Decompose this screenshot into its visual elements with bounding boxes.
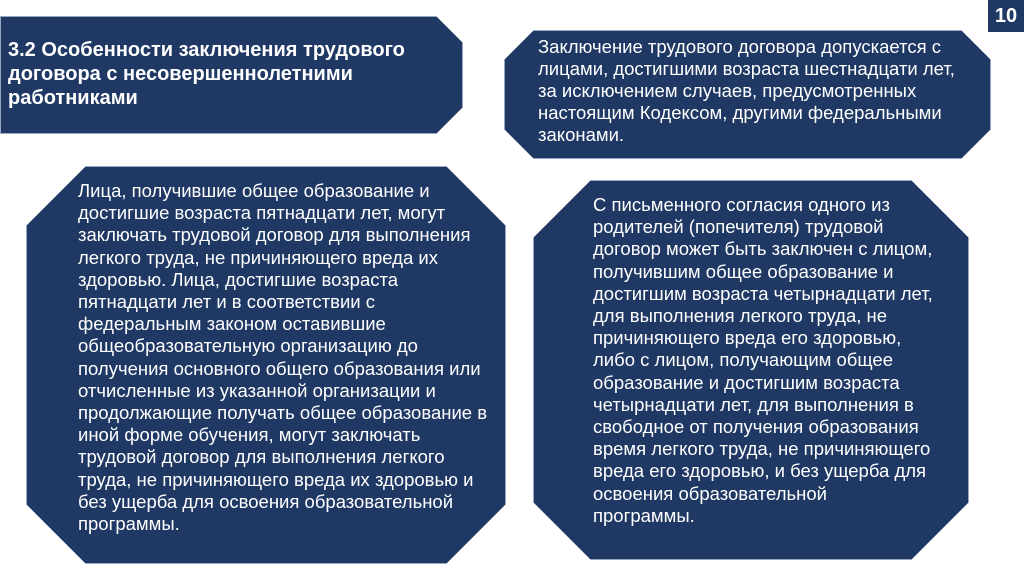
slide-title: 3.2 Особенности заключения трудового договора с несовершеннолетними работниками: [8, 39, 405, 109]
right-text: С письменного согласия одного из родителей (попечителя) трудовой договор может быть заключен с лицом, получившим общее образование и достигшим возраста четырнадцати лет, для выполнения легкого труда, не причиняющего вреда его здоровью, либо с лицом, получающим общее образование и достигшим возраста четырнадцати лет, для выполнения в свободное от получения образования время легкого труда, не причиняющего вреда его здоровью, и без ущерба для освоения образовательной программы.: [593, 194, 933, 526]
top-right-text: Заключение трудового договора допускается с лицами, достигшими возраста шестнадцати лет, за исключением случаев, предусмотренных настоящим Кодексом, другими федеральными законами.: [538, 36, 955, 145]
page-number: 10: [988, 0, 1024, 32]
left-text: Лица, получившие общее образование и достигшие возраста пятнадцати лет, могут заключать трудовой договор для выполнения легкого труда, не причиняющего вреда их здоровью. Лица, достигшие возраста пятнадцати лет и в соответствии с федеральным законом оставившие общеобразовательную организацию до получения основного общего образования или отчисленные из указанной организации и продолжающие получать общее образование в иной форме обучения, могут заключать трудовой договор для выполнения легкого труда, не причиняющего вреда их здоровью и без ущерба для освоения образовательной программы.: [78, 180, 488, 535]
